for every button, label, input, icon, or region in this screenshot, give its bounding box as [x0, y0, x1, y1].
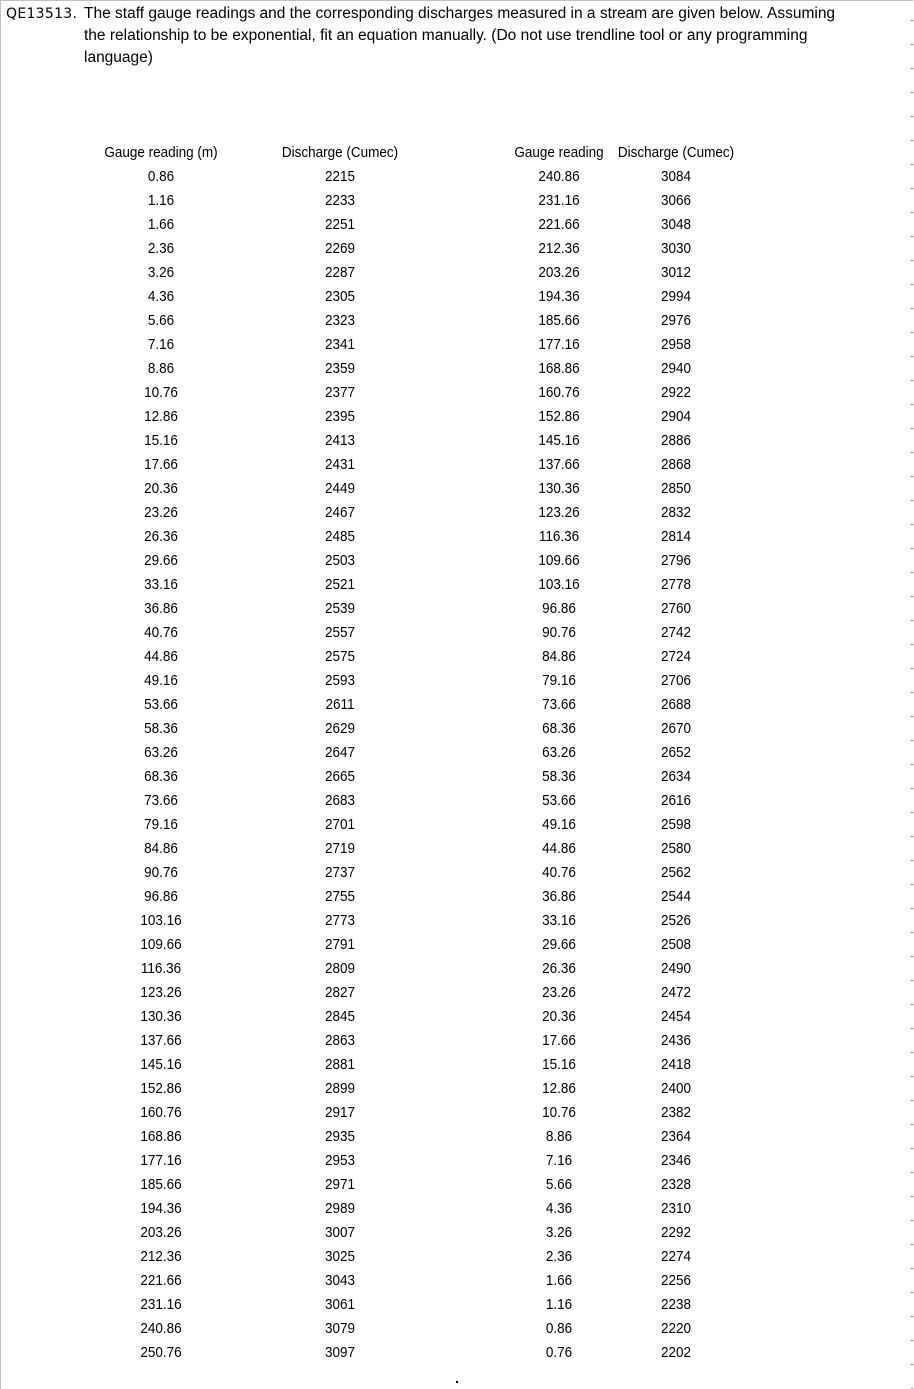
margin-dot [911, 1028, 913, 1029]
discharge-cell: 3048 [660, 216, 692, 233]
discharge-cell: 2688 [660, 696, 692, 713]
gauge-reading-cell: 221.66 [538, 216, 580, 233]
gauge-reading-cell: 8.86 [545, 1128, 573, 1145]
gauge-reading-cell: 44.86 [144, 648, 178, 665]
discharge-cell: 2436 [660, 1032, 692, 1049]
gauge-reading-cell: 96.86 [542, 600, 576, 617]
gauge-reading-cell: 177.16 [538, 336, 580, 353]
discharge-cell: 2287 [324, 264, 356, 281]
gauge-reading-cell: 53.66 [144, 696, 178, 713]
discharge-cell: 2863 [324, 1032, 356, 1049]
discharge-cell: 2701 [324, 816, 356, 833]
gauge-reading-column-1 [94, 141, 229, 1365]
discharge-cell: 2364 [660, 1128, 692, 1145]
discharge-cell: 2809 [324, 960, 356, 977]
discharge-cell: 2832 [660, 504, 692, 521]
gauge-reading-cell: 33.16 [144, 576, 178, 593]
discharge-cell: 2652 [660, 744, 692, 761]
gauge-reading-cell: 160.76 [140, 1104, 182, 1121]
gauge-reading-cell: 0.86 [545, 1320, 573, 1337]
discharge-cell: 2904 [660, 408, 692, 425]
discharge-cell: 3007 [324, 1224, 356, 1241]
discharge-cell: 3030 [660, 240, 692, 257]
discharge-cell: 3043 [324, 1272, 356, 1289]
gauge-reading-cell: 10.76 [144, 384, 178, 401]
discharge-cell: 2868 [660, 456, 692, 473]
margin-dot [911, 1292, 913, 1293]
discharge-cell: 3012 [660, 264, 692, 281]
discharge-cell: 2575 [324, 648, 356, 665]
margin-dot [911, 1340, 913, 1341]
margin-dot [911, 932, 913, 933]
margin-dot [911, 836, 913, 837]
gauge-reading-cell: 168.86 [538, 360, 580, 377]
gauge-reading-cell: 1.16 [545, 1296, 573, 1313]
margin-dot [911, 716, 913, 717]
margin-dot [911, 692, 913, 693]
gauge-reading-cell: 26.36 [144, 528, 178, 545]
gauge-reading-cell: 103.16 [140, 912, 182, 929]
discharge-cell: 2413 [324, 432, 356, 449]
gauge-reading-cell: 26.36 [542, 960, 576, 977]
gauge-reading-cell: 63.26 [542, 744, 576, 761]
discharge-cell: 2269 [324, 240, 356, 257]
column-header: Gauge reading [514, 144, 604, 161]
gauge-reading-cell: 250.76 [140, 1344, 182, 1361]
gauge-reading-cell: 4.36 [147, 288, 175, 305]
gauge-reading-cell: 203.26 [140, 1224, 182, 1241]
margin-dot [911, 1148, 913, 1149]
gauge-reading-cell: 145.16 [140, 1056, 182, 1073]
gauge-reading-cell: 152.86 [538, 408, 580, 425]
gauge-reading-cell: 185.66 [140, 1176, 182, 1193]
discharge-cell: 2557 [324, 624, 356, 641]
margin-dot [911, 884, 913, 885]
gauge-reading-cell: 116.36 [538, 528, 580, 545]
discharge-cell: 2958 [660, 336, 692, 353]
column-header: Discharge (Cumec) [617, 144, 735, 161]
gauge-reading-cell: 90.76 [144, 864, 178, 881]
discharge-cell: 2544 [660, 888, 692, 905]
discharge-column-1 [273, 141, 408, 1365]
discharge-cell: 3097 [324, 1344, 356, 1361]
gauge-reading-cell: 145.16 [538, 432, 580, 449]
page-left-border [0, 0, 1, 1389]
discharge-column-2 [609, 141, 744, 1365]
margin-dot [911, 1076, 913, 1077]
discharge-cell: 2917 [324, 1104, 356, 1121]
discharge-cell: 2971 [324, 1176, 356, 1193]
discharge-cell: 2994 [660, 288, 692, 305]
gauge-reading-cell: 29.66 [542, 936, 576, 953]
discharge-cell: 2472 [660, 984, 692, 1001]
discharge-cell: 2616 [660, 792, 692, 809]
gauge-reading-cell: 1.16 [147, 192, 175, 209]
gauge-reading-cell: 49.16 [144, 672, 178, 689]
discharge-cell: 2341 [324, 336, 356, 353]
gauge-reading-cell: 12.86 [144, 408, 178, 425]
discharge-cell: 2233 [324, 192, 356, 209]
page-top-border [0, 0, 913, 1]
margin-dot [911, 188, 913, 189]
discharge-cell: 2539 [324, 600, 356, 617]
margin-dot [911, 644, 913, 645]
discharge-cell: 2647 [324, 744, 356, 761]
discharge-cell: 2508 [660, 936, 692, 953]
margin-dot [911, 356, 913, 357]
gauge-reading-cell: 231.16 [538, 192, 580, 209]
gauge-reading-cell: 116.36 [140, 960, 182, 977]
gauge-reading-cell: 123.26 [140, 984, 182, 1001]
stray-dot [456, 1381, 458, 1383]
gauge-reading-cell: 40.76 [144, 624, 178, 641]
discharge-cell: 3061 [324, 1296, 356, 1313]
gauge-reading-cell: 103.16 [538, 576, 580, 593]
gauge-reading-cell: 212.36 [538, 240, 580, 257]
gauge-reading-cell: 177.16 [140, 1152, 182, 1169]
gauge-reading-cell: 8.86 [147, 360, 175, 377]
gauge-reading-cell: 1.66 [147, 216, 175, 233]
margin-dot [911, 1268, 913, 1269]
margin-dot [911, 140, 913, 141]
column-header: Discharge (Cumec) [281, 144, 399, 161]
gauge-reading-cell: 168.86 [140, 1128, 182, 1145]
gauge-reading-cell: 33.16 [542, 912, 576, 929]
gauge-reading-cell: 23.26 [144, 504, 178, 521]
gauge-reading-cell: 4.36 [545, 1200, 573, 1217]
gauge-reading-cell: 194.36 [140, 1200, 182, 1217]
discharge-cell: 2976 [660, 312, 692, 329]
margin-dot [911, 1124, 913, 1125]
discharge-cell: 2706 [660, 672, 692, 689]
discharge-cell: 2562 [660, 864, 692, 881]
gauge-reading-cell: 7.16 [545, 1152, 573, 1169]
discharge-cell: 2251 [324, 216, 356, 233]
margin-dot [911, 380, 913, 381]
margin-dot [911, 812, 913, 813]
discharge-cell: 2346 [660, 1152, 692, 1169]
gauge-reading-cell: 2.36 [147, 240, 175, 257]
margin-dot [911, 212, 913, 213]
discharge-cell: 2899 [324, 1080, 356, 1097]
margin-dot [911, 452, 913, 453]
gauge-reading-cell: 17.66 [542, 1032, 576, 1049]
gauge-reading-cell: 203.26 [538, 264, 580, 281]
discharge-cell: 2377 [324, 384, 356, 401]
gauge-reading-cell: 130.36 [140, 1008, 182, 1025]
margin-dot [911, 980, 913, 981]
margin-dot [911, 476, 913, 477]
margin-dot [911, 1244, 913, 1245]
margin-dot [911, 764, 913, 765]
gauge-reading-cell: 36.86 [542, 888, 576, 905]
margin-dot [911, 116, 913, 117]
gauge-reading-cell: 123.26 [538, 504, 580, 521]
discharge-cell: 2503 [324, 552, 356, 569]
margin-dot [911, 1172, 913, 1173]
discharge-cell: 2670 [660, 720, 692, 737]
discharge-cell: 2755 [324, 888, 356, 905]
gauge-reading-column-2 [492, 141, 627, 1365]
discharge-cell: 2323 [324, 312, 356, 329]
discharge-cell: 2215 [324, 168, 356, 185]
discharge-cell: 2449 [324, 480, 356, 497]
discharge-cell: 2292 [660, 1224, 692, 1241]
discharge-cell: 2629 [324, 720, 356, 737]
discharge-cell: 2634 [660, 768, 692, 785]
discharge-cell: 2719 [324, 840, 356, 857]
discharge-cell: 2850 [660, 480, 692, 497]
margin-dot [911, 260, 913, 261]
gauge-reading-cell: 73.66 [144, 792, 178, 809]
discharge-cell: 2665 [324, 768, 356, 785]
discharge-cell: 2773 [324, 912, 356, 929]
discharge-cell: 3025 [324, 1248, 356, 1265]
margin-dot [911, 572, 913, 573]
gauge-reading-cell: 53.66 [542, 792, 576, 809]
margin-dot [911, 1100, 913, 1101]
gauge-reading-cell: 79.16 [542, 672, 576, 689]
gauge-reading-cell: 44.86 [542, 840, 576, 857]
gauge-reading-cell: 0.86 [147, 168, 175, 185]
margin-dot [911, 1052, 913, 1053]
discharge-cell: 2521 [324, 576, 356, 593]
gauge-reading-cell: 10.76 [542, 1104, 576, 1121]
gauge-reading-cell: 212.36 [140, 1248, 182, 1265]
discharge-cell: 2418 [660, 1056, 692, 1073]
discharge-cell: 2598 [660, 816, 692, 833]
discharge-cell: 2724 [660, 648, 692, 665]
margin-dot [911, 1220, 913, 1221]
discharge-cell: 2683 [324, 792, 356, 809]
discharge-cell: 3066 [660, 192, 692, 209]
gauge-reading-cell: 130.36 [538, 480, 580, 497]
gauge-reading-cell: 20.36 [542, 1008, 576, 1025]
margin-dot [911, 956, 913, 957]
discharge-cell: 2490 [660, 960, 692, 977]
gauge-reading-cell: 231.16 [140, 1296, 182, 1313]
discharge-cell: 2467 [324, 504, 356, 521]
margin-dot [911, 668, 913, 669]
discharge-cell: 2760 [660, 600, 692, 617]
margin-dot [911, 1196, 913, 1197]
margin-dot [911, 284, 913, 285]
discharge-cell: 2796 [660, 552, 692, 569]
gauge-reading-cell: 84.86 [144, 840, 178, 857]
margin-dot [911, 308, 913, 309]
margin-dot [911, 1316, 913, 1317]
discharge-cell: 2431 [324, 456, 356, 473]
question-text: The staff gauge readings and the corresponding discharges measured in a stream are given below. Assuming the relationship to be exponential, fit an equation manually. (Do not use trendline tool or any programming language) [84, 5, 836, 66]
gauge-reading-cell: 58.36 [542, 768, 576, 785]
discharge-cell: 2202 [660, 1344, 692, 1361]
gauge-reading-cell: 185.66 [538, 312, 580, 329]
gauge-reading-cell: 5.66 [545, 1176, 573, 1193]
margin-dot [911, 740, 913, 741]
gauge-reading-cell: 73.66 [542, 696, 576, 713]
gauge-reading-cell: 2.36 [545, 1248, 573, 1265]
gauge-reading-cell: 58.36 [144, 720, 178, 737]
margin-dot [911, 20, 913, 21]
margin-dot [911, 524, 913, 525]
gauge-reading-cell: 0.76 [545, 1344, 573, 1361]
gauge-reading-cell: 90.76 [542, 624, 576, 641]
discharge-cell: 2593 [324, 672, 356, 689]
discharge-cell: 2382 [660, 1104, 692, 1121]
margin-dot [911, 596, 913, 597]
discharge-cell: 3084 [660, 168, 692, 185]
margin-dot [911, 164, 913, 165]
gauge-reading-cell: 96.86 [144, 888, 178, 905]
discharge-cell: 3079 [324, 1320, 356, 1337]
margin-dot [911, 68, 913, 69]
gauge-reading-cell: 240.86 [538, 168, 580, 185]
discharge-cell: 2814 [660, 528, 692, 545]
discharge-cell: 2737 [324, 864, 356, 881]
gauge-reading-cell: 15.16 [144, 432, 178, 449]
discharge-cell: 2400 [660, 1080, 692, 1097]
gauge-reading-cell: 221.66 [140, 1272, 182, 1289]
discharge-cell: 2791 [324, 936, 356, 953]
discharge-cell: 2359 [324, 360, 356, 377]
discharge-cell: 2305 [324, 288, 356, 305]
discharge-cell: 2238 [660, 1296, 692, 1313]
discharge-cell: 2454 [660, 1008, 692, 1025]
discharge-cell: 2989 [324, 1200, 356, 1217]
gauge-reading-cell: 63.26 [144, 744, 178, 761]
margin-dot [911, 1004, 913, 1005]
gauge-reading-cell: 109.66 [538, 552, 580, 569]
discharge-cell: 2611 [325, 696, 355, 713]
discharge-cell: 2274 [660, 1248, 692, 1265]
gauge-reading-cell: 109.66 [140, 936, 182, 953]
gauge-reading-cell: 40.76 [542, 864, 576, 881]
margin-dot [911, 428, 913, 429]
gauge-reading-cell: 3.26 [147, 264, 175, 281]
margin-dot [911, 500, 913, 501]
margin-dot [911, 548, 913, 549]
margin-dot [911, 860, 913, 861]
discharge-cell: 2485 [324, 528, 356, 545]
margin-dot [911, 908, 913, 909]
discharge-cell: 2845 [324, 1008, 356, 1025]
margin-dot [911, 788, 913, 789]
gauge-reading-cell: 79.16 [144, 816, 178, 833]
margin-dot [911, 92, 913, 93]
gauge-reading-cell: 3.26 [545, 1224, 573, 1241]
gauge-reading-cell: 194.36 [538, 288, 580, 305]
gauge-reading-cell: 1.66 [545, 1272, 573, 1289]
gauge-reading-cell: 5.66 [147, 312, 175, 329]
gauge-reading-cell: 49.16 [542, 816, 576, 833]
discharge-cell: 2827 [324, 984, 356, 1001]
discharge-cell: 2778 [660, 576, 692, 593]
discharge-cell: 2328 [660, 1176, 692, 1193]
discharge-cell: 2935 [324, 1128, 356, 1145]
discharge-cell: 2256 [660, 1272, 692, 1289]
gauge-reading-cell: 84.86 [542, 648, 576, 665]
margin-dot [911, 44, 913, 45]
margin-dot [911, 404, 913, 405]
gauge-reading-cell: 29.66 [144, 552, 178, 569]
margin-dot [911, 1364, 913, 1365]
margin-dot [911, 236, 913, 237]
discharge-cell: 2886 [660, 432, 692, 449]
gauge-reading-cell: 23.26 [542, 984, 576, 1001]
margin-dot [911, 620, 913, 621]
discharge-cell: 2526 [660, 912, 692, 929]
gauge-reading-cell: 36.86 [144, 600, 178, 617]
gauge-reading-cell: 137.66 [538, 456, 580, 473]
discharge-cell: 2922 [660, 384, 692, 401]
column-header: Gauge reading (m) [104, 144, 218, 161]
discharge-cell: 2953 [324, 1152, 356, 1169]
gauge-reading-cell: 7.16 [147, 336, 175, 353]
discharge-cell: 2310 [660, 1200, 692, 1217]
gauge-reading-cell: 68.36 [144, 768, 178, 785]
gauge-reading-cell: 160.76 [538, 384, 580, 401]
question-id: QE13513. [6, 6, 78, 22]
gauge-reading-cell: 20.36 [144, 480, 178, 497]
gauge-reading-cell: 137.66 [140, 1032, 182, 1049]
gauge-reading-cell: 152.86 [140, 1080, 182, 1097]
discharge-cell: 2881 [324, 1056, 356, 1073]
margin-dot [911, 332, 913, 333]
discharge-cell: 2395 [324, 408, 356, 425]
gauge-reading-cell: 240.86 [140, 1320, 182, 1337]
gauge-reading-cell: 17.66 [144, 456, 178, 473]
gauge-reading-cell: 68.36 [542, 720, 576, 737]
discharge-cell: 2742 [660, 624, 692, 641]
discharge-cell: 2940 [660, 360, 692, 377]
gauge-reading-cell: 12.86 [542, 1080, 576, 1097]
discharge-cell: 2580 [660, 840, 692, 857]
right-margin-dotted-rule [909, 0, 914, 1389]
gauge-reading-cell: 15.16 [542, 1056, 576, 1073]
discharge-cell: 2220 [660, 1320, 692, 1337]
